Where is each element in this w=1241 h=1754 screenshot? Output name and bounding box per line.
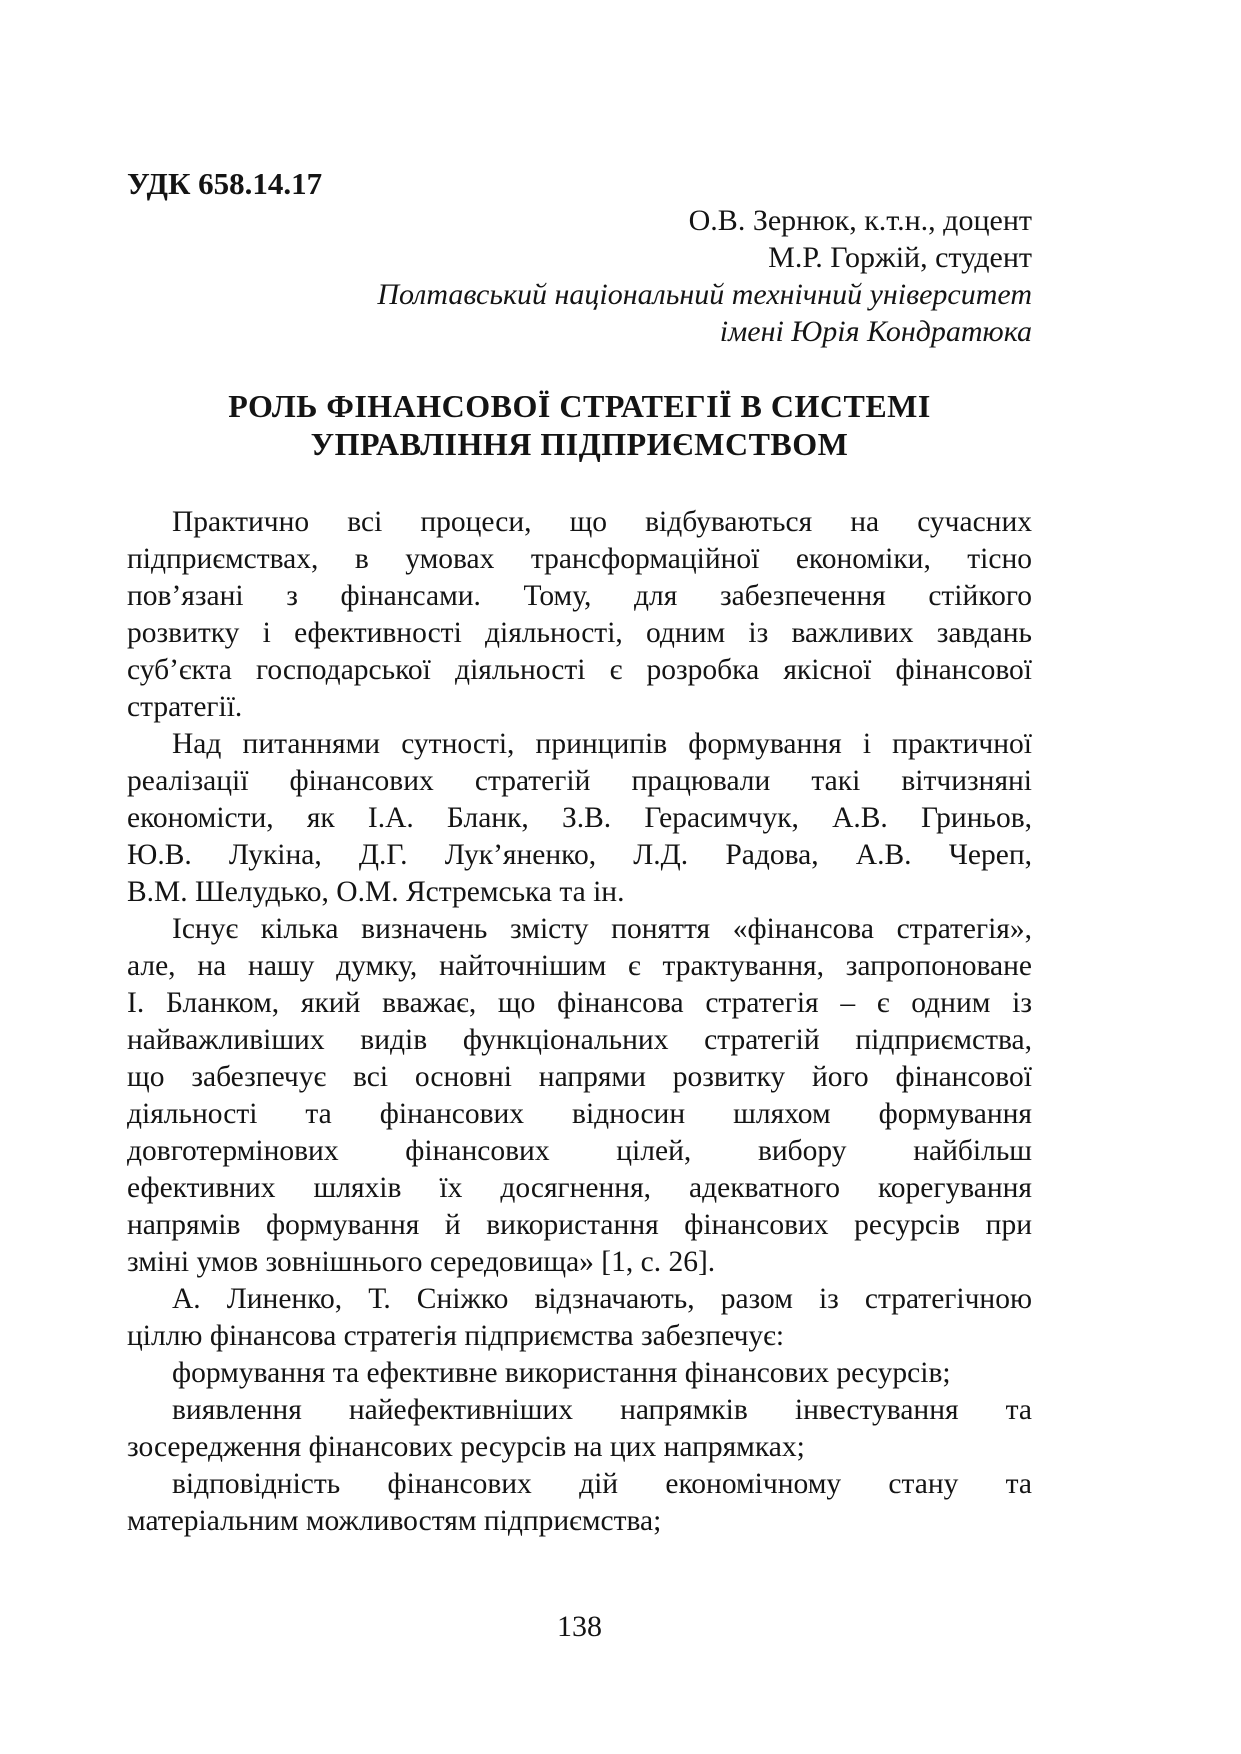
paragraph-line: розвитку і ефективності діяльності, одним із важливих завдань — [127, 617, 1032, 649]
paragraph-line: зміні умов зовнішнього середовища» [1, с. 26]. — [127, 1246, 716, 1278]
paragraph — [127, 1392, 1032, 1466]
paragraph-line: довготермінових фінансових цілей, вибору найбільш — [127, 1135, 1032, 1167]
paragraph — [127, 911, 1032, 1281]
paragraph-line: пов’язані з фінансами. Тому, для забезпечення стійкого — [127, 580, 1032, 612]
paragraph-line: І. Бланком, який вважає, що фінансова стратегія – є одним із — [127, 987, 1032, 1019]
paragraph-line: підприємствах, в умовах трансформаційної економіки, тісно — [127, 543, 1032, 575]
paragraph — [127, 1355, 1032, 1392]
paragraph-line: стратегії. — [127, 691, 243, 723]
page-number: 138 — [557, 1610, 602, 1643]
author-block — [127, 202, 1032, 350]
author-line: О.В. Зернюк, к.т.н., доцент — [688, 204, 1032, 237]
paragraph-line: що забезпечує всі основні напрями розвитку його фінансової — [127, 1061, 1032, 1093]
udc-code: УДК 658.14.17 — [127, 166, 323, 201]
paragraph-line: зосередження фінансових ресурсів на цих напрямках; — [127, 1431, 805, 1463]
paragraph-line: Практично всі процеси, що відбуваються на сучасних — [172, 506, 1032, 538]
author-line: М.Р. Горжій, студент — [768, 241, 1032, 274]
paragraph-line: ефективних шляхів їх досягнення, адекватного корегування — [127, 1172, 1032, 1204]
article-title — [127, 387, 1032, 463]
text-column — [127, 0, 1032, 1540]
paragraph — [127, 726, 1032, 911]
affiliation-line: імені Юрія Кондратюка — [719, 315, 1032, 348]
paragraph-line: напрямів формування й використання фінансових ресурсів при — [127, 1209, 1032, 1241]
article-title-line: РОЛЬ ФІНАНСОВОЇ СТРАТЕГІЇ В СИСТЕМІ — [228, 388, 931, 424]
paragraph-line: формування та ефективне використання фінансових ресурсів; — [172, 1357, 951, 1389]
paragraph-line: діяльності та фінансових відносин шляхом формування — [127, 1098, 1032, 1130]
paragraph-line: реалізації фінансових стратегій працювали такі вітчизняні — [127, 765, 1032, 797]
paragraph — [127, 1281, 1032, 1355]
paragraph-line: ціллю фінансова стратегія підприємства забезпечує: — [127, 1320, 785, 1352]
paragraph-line: відповідність фінансових дій економічному стану та — [172, 1468, 1032, 1500]
paragraph-line: А. Линенко, Т. Сніжко відзначають, разом із стратегічною — [172, 1283, 1032, 1315]
paragraph-line: Ю.В. Лукіна, Д.Г. Лук’яненко, Л.Д. Радова, А.В. Череп, — [127, 839, 1032, 871]
article-body — [127, 504, 1032, 1540]
paragraph-line: Над питаннями сутності, принципів формування і практичної — [172, 728, 1032, 760]
affiliation-line: Полтавський національний технічний університет — [377, 278, 1032, 311]
paragraph-line: матеріальним можливостям підприємства; — [127, 1505, 662, 1537]
paragraph-line: виявлення найефективніших напрямків інвестування та — [172, 1394, 1032, 1426]
paragraph — [127, 1466, 1032, 1540]
paragraph-line: суб’єкта господарської діяльності є розробка якісної фінансової — [127, 654, 1032, 686]
article-title-line: УПРАВЛІННЯ ПІДПРИЄМСТВОМ — [310, 426, 849, 462]
paragraph-line: В.М. Шелудько, О.М. Ястремська та ін. — [127, 876, 625, 908]
paragraph-line: найважливіших видів функціональних стратегій підприємства, — [127, 1024, 1032, 1056]
paragraph-line: Існує кілька визначень змісту поняття «фінансова стратегія», — [172, 913, 1032, 945]
paragraph-line: але, на нашу думку, найточнішим є трактування, запропоноване — [127, 950, 1032, 982]
paragraph — [127, 504, 1032, 726]
paragraph-line: економісти, як І.А. Бланк, З.В. Герасимчук, А.В. Гриньов, — [127, 802, 1032, 834]
